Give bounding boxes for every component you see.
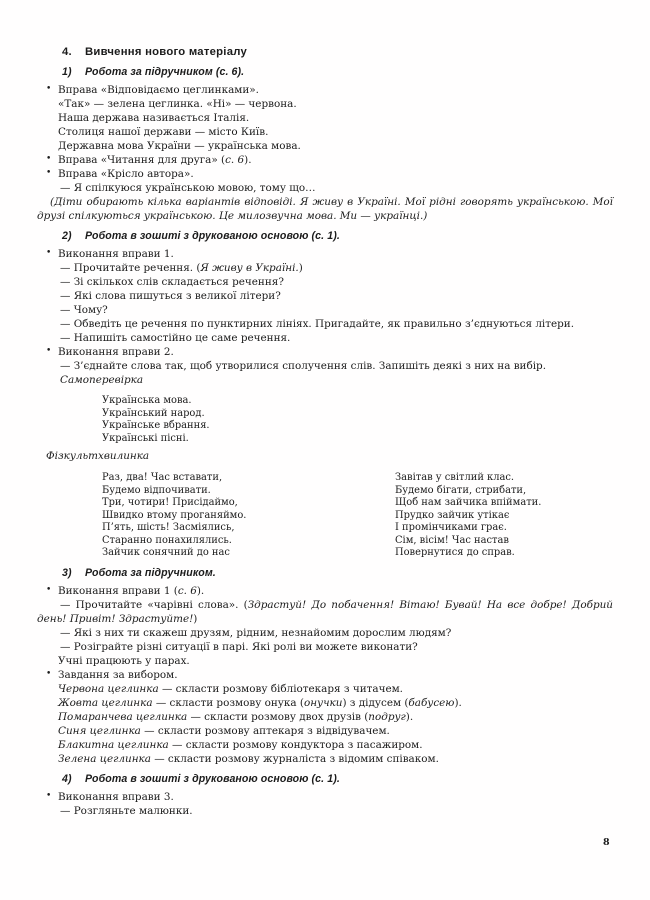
text-run: — скласти розмову журналіста з відомим співаком.	[150, 752, 439, 765]
poem-line: Раз, два! Час вставати,	[102, 472, 223, 483]
text-run: Виконання вправи 1.	[58, 248, 174, 260]
poem-line: Завітав у світлий клас.	[395, 472, 515, 483]
text-run: — скласти розмову онука (	[152, 696, 304, 709]
text-line	[37, 710, 613, 724]
subsection-heading	[62, 65, 613, 79]
heading-text: Робота за підручником.	[85, 566, 216, 579]
text-run: — Обведіть це речення по пунктирних лініях. Пригадайте, як правильно з’єднуються літери.	[60, 318, 575, 330]
italic-text-run: подруг	[368, 710, 406, 723]
italic-text-run: Зелена цеглинка	[58, 752, 151, 765]
list-item: Українська мова.	[102, 395, 192, 406]
text-run: ).	[405, 710, 414, 723]
text-line	[37, 696, 613, 710]
bullet-marker: •	[46, 168, 52, 178]
dash-line	[37, 804, 613, 818]
text-run: — Які слова пишуться з великої літери?	[60, 290, 281, 302]
text-line	[37, 752, 613, 766]
bullet-marker: •	[46, 584, 52, 595]
poem-line: Швидко втому проганяймо.	[102, 509, 247, 521]
content	[37, 45, 613, 818]
text-run: — Розгляньте малюнки.	[60, 804, 193, 817]
text-run: Наша держава називається Італія.	[58, 112, 250, 124]
text-line	[37, 125, 613, 139]
heading-text: Робота за підручником (с. 6).	[85, 66, 245, 78]
bullet-marker: •	[46, 84, 52, 94]
text-line	[37, 682, 613, 696]
poem-line: Будемо відпочивати.	[102, 484, 211, 496]
bullet-marker: •	[46, 154, 52, 164]
italic-text-run: бабусею	[408, 696, 455, 709]
poem-line: І промінчиками грає.	[395, 522, 507, 533]
text-run: — Зі скількох слів складається речення?	[60, 276, 284, 288]
text-run: Вправа «Читання для друга» (	[58, 154, 226, 166]
poem-line: Старанно понахилялись.	[102, 534, 232, 546]
bullet-marker: •	[46, 790, 52, 801]
subsection-heading	[62, 229, 613, 243]
poem-line: Зайчик сонячний до нас	[102, 547, 230, 558]
text-line	[37, 139, 613, 153]
dash-line	[37, 289, 613, 303]
italic-text-run: Блакитна цеглинка	[58, 738, 169, 751]
text-run: Вправа «Крісло автора».	[58, 168, 194, 180]
italic-text-run: онучки	[303, 696, 343, 709]
bullet-item	[37, 153, 613, 167]
text-run: ).	[196, 584, 205, 597]
text-line	[37, 97, 613, 111]
text-run: — З’єднайте слова так, щоб утворилися сполучення слів. Запишіть деякі з них на вибір.	[60, 360, 547, 372]
text-run: Учні працюють у парах.	[58, 654, 190, 667]
italic-text-run: Здрастуй! До побачення! Вітаю! Бувай! На все добре! Добрий день! Привіт! Здрастуйте!	[37, 598, 613, 625]
section-heading	[62, 45, 613, 59]
bullet-item	[37, 345, 613, 359]
text-line	[37, 654, 613, 668]
italic-text-run: Синя цеглинка	[58, 724, 141, 737]
text-run: — Чому?	[60, 304, 108, 316]
text-run: Вправа «Відповідаємо цеглинками».	[58, 84, 259, 96]
poem-line: Повернутися до справ.	[395, 547, 515, 558]
text-run: Державна мова України — українська мова.	[58, 140, 301, 152]
bullet-marker: •	[46, 248, 52, 258]
italic-text-run: Червона цеглинка	[58, 682, 159, 695]
text-run: ).	[454, 696, 462, 709]
heading-text: Вивчення нового матеріалу	[85, 46, 248, 58]
heading-number: 4)	[62, 772, 72, 785]
bullet-marker: •	[46, 346, 52, 356]
heading-number: 3)	[62, 566, 72, 579]
text-run: — Прочитайте речення. (	[60, 262, 201, 274]
text-run: — Напишіть самостійно це саме речення.	[60, 332, 291, 344]
bullet-item	[37, 83, 613, 97]
italic-text-run: с. 6	[177, 584, 197, 597]
bullet-item	[37, 790, 613, 804]
dash-line	[37, 626, 613, 640]
text-line	[37, 111, 613, 125]
text-run: — скласти розмову аптекаря з відвідувачем.	[140, 724, 390, 737]
text-line	[37, 738, 613, 752]
poem-line: П’ять, шість! Засміялись,	[102, 522, 235, 533]
dash-line	[37, 359, 613, 373]
dash-line	[37, 261, 613, 275]
text-run: — скласти розмову бібліотекаря з читачем.	[158, 682, 403, 695]
text-run: — Я спілкуюся українською мовою, тому що…	[60, 182, 316, 194]
text-run: )	[298, 262, 303, 274]
italic-text-run: Жовта цеглинка	[58, 696, 153, 709]
heading-text: Робота в зошиті з друкованою основою (с. 1).	[85, 230, 340, 242]
text-run: — скласти розмову двох друзів (	[187, 710, 369, 723]
poem-line: Прудко зайчик утікає	[395, 509, 510, 521]
dash-line	[37, 640, 613, 654]
subsection-heading	[62, 566, 613, 580]
text-run: Виконання вправи 2.	[58, 346, 174, 358]
text-run: ).	[244, 154, 252, 166]
bullet-item	[37, 584, 613, 598]
paragraph	[37, 598, 613, 626]
text-run: «Так» — зелена цеглинка. «Ні» — червона.	[58, 98, 297, 110]
dash-line	[37, 303, 613, 317]
italic-text-run: с. 6	[225, 154, 245, 166]
text-run: Виконання вправи 3.	[58, 790, 174, 803]
poem-line: Будемо бігати, стрибати,	[395, 484, 527, 496]
list-item: Українське вбрання.	[102, 420, 210, 431]
heading-number: 4.	[62, 46, 72, 58]
poem-line: Сім, вісім! Час настав	[395, 534, 509, 546]
bullet-item	[37, 167, 613, 181]
text-run: — Прочитайте «чарівні слова». (	[60, 598, 248, 611]
dash-line	[37, 331, 613, 345]
italic-text-run: (Діти обирають кілька варіантів відповіді. Я живу в Україні. Мої рідні говорять українською. Мої друзі спілкуються українською. Це милозвучна мова. Ми — українці.)	[37, 196, 613, 222]
bullet-item	[37, 668, 613, 682]
poem-column-left	[102, 472, 395, 560]
poem-column-right	[395, 472, 541, 560]
text-run: )	[193, 612, 198, 625]
poem-line: Щоб нам зайчика впіймати.	[395, 497, 542, 508]
paragraph	[37, 195, 613, 223]
text-run: Виконання вправи 1 (	[58, 584, 178, 597]
dash-line	[37, 181, 613, 195]
bullet-item	[37, 247, 613, 261]
text-run: ) з дідусем (	[342, 696, 409, 709]
list-item: Українські пісні.	[102, 432, 189, 444]
section-label: Самоперевірка	[60, 374, 144, 386]
text-run: — Які з них ти скажеш друзям, рідним, незнайомим дорослим людям?	[60, 626, 452, 639]
heading-number: 1)	[62, 66, 72, 78]
heading-number: 2)	[62, 230, 72, 242]
text-line	[37, 724, 613, 738]
poem-line: Три, чотири! Присідаймо,	[102, 497, 238, 508]
list-item: Український народ.	[102, 407, 205, 419]
text-run: Завдання за вибором.	[58, 668, 178, 681]
heading-text: Робота в зошиті з друкованою основою (с. 1).	[85, 772, 340, 785]
dash-line	[37, 275, 613, 289]
italic-text-run: Я живу в Україні.	[200, 262, 299, 274]
physical-exercise-poem	[102, 472, 613, 560]
dash-line	[37, 317, 613, 331]
page-number: 8	[603, 837, 610, 848]
italic-text-run: Помаранчева цеглинка	[58, 710, 188, 723]
text-run: — Розіграйте різні ситуації в парі. Які ролі ви можете виконати?	[60, 640, 418, 653]
section-label: Фізкультхвилинка	[46, 450, 150, 462]
word-list	[102, 395, 613, 445]
bullet-marker: •	[46, 668, 52, 679]
subsection-heading	[62, 772, 613, 786]
text-run: — скласти розмову кондуктора з пасажиром.	[168, 738, 423, 751]
text-run: Столиця нашої держави — місто Київ.	[58, 126, 269, 138]
